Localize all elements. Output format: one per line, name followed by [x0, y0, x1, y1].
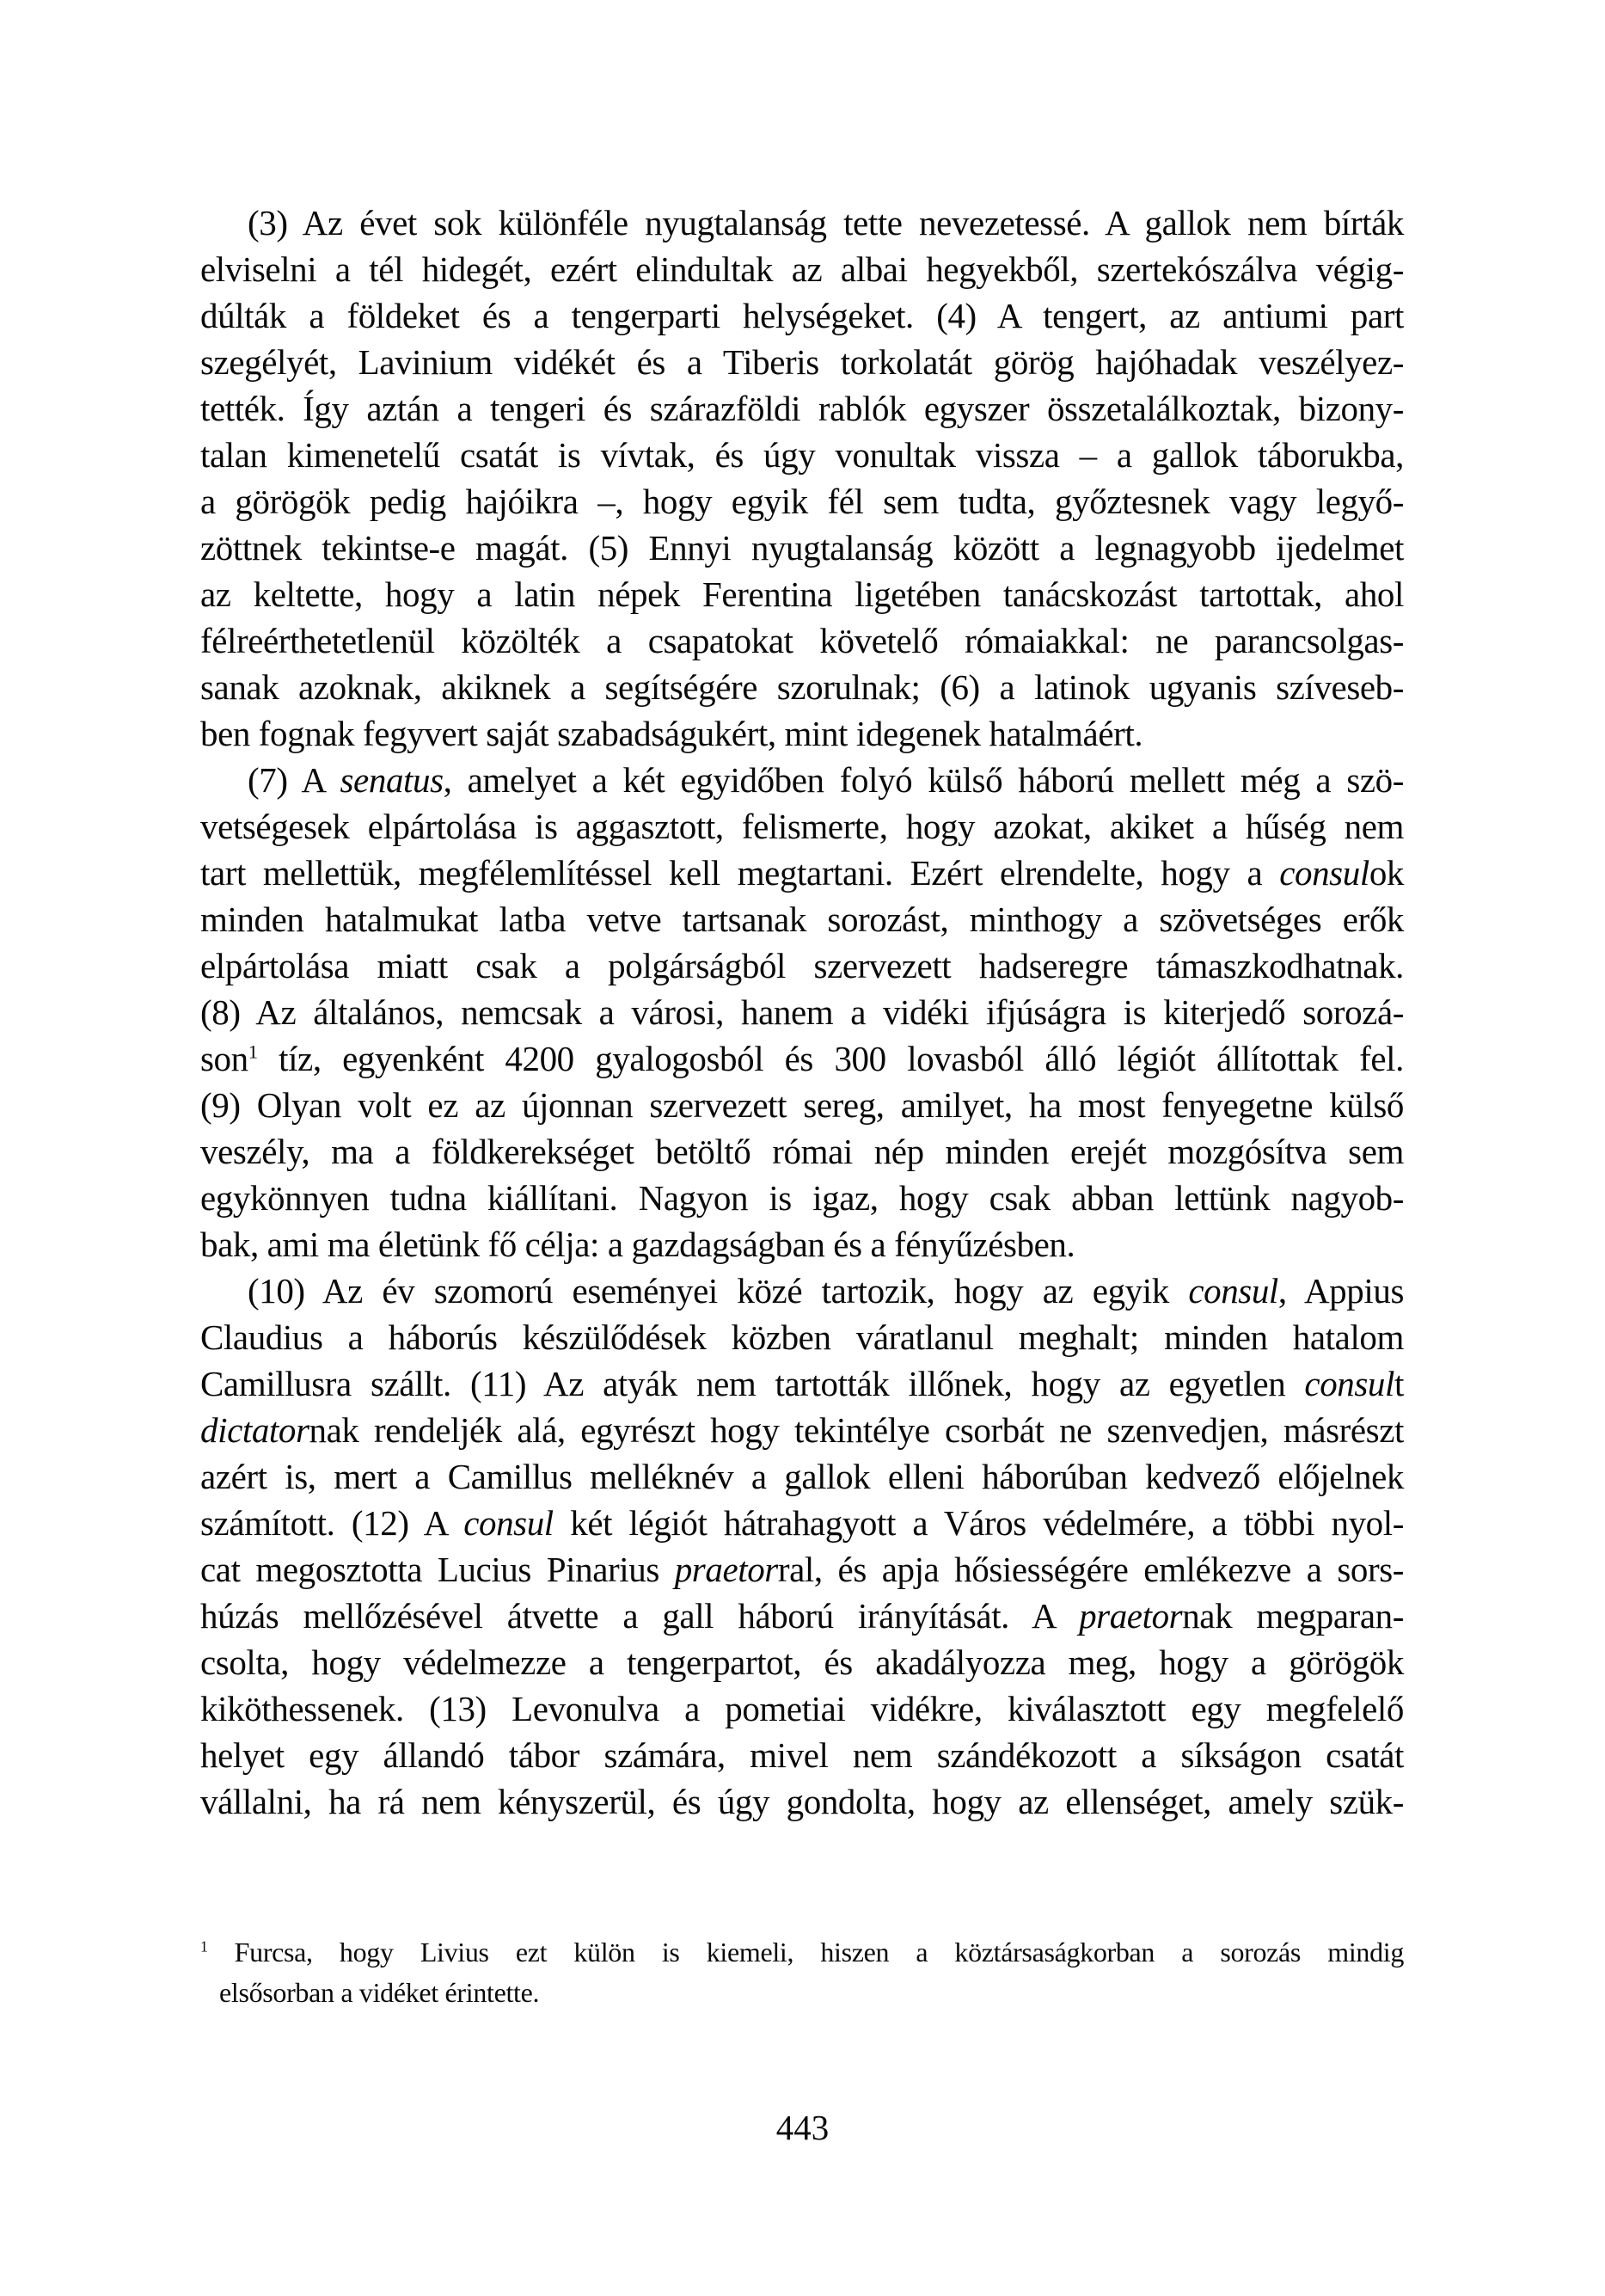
text-line: bak, ami ma életünk fő célja: a gazdagságban és a fényűzésben.: [200, 1225, 1075, 1264]
text-line: Camillusra szállt. (11) Az atyák nem tartották illőnek, hogy az egyetlen consult: [200, 1364, 1404, 1403]
text-line: minden hatalmukat latba vetve tartsanak sorozást, minthogy a szövetséges erők: [200, 899, 1404, 939]
text-line: zöttnek tekintse-e magát. (5) Ennyi nyugtalanság között a legnagyobb ijedelmet: [200, 528, 1404, 568]
text-line: kiköthessenek. (13) Levonulva a pometiai vidékre, kiválasztott egy megfelelő: [200, 1689, 1404, 1728]
text-line: csolta, hogy védelmezze a tengerpartot, és akadályozza meg, hogy a görögök: [200, 1642, 1404, 1682]
text-line: húzás mellőzésével átvette a gall háború irányítását. A praetornak megparan-: [200, 1596, 1404, 1636]
text-line: (8) Az általános, nemcsak a városi, hanem a vidéki ifjúságra is kiterjedő sorozá-: [200, 992, 1404, 1032]
text-line: son$^1$ tíz, egyenként 4200 gyalogosból és 300 lovasból álló légiót állítottak fel.: [200, 1039, 1404, 1078]
text-line: vállalni, ha rá nem kényszerül, és úgy gondolta, hogy az ellenséget, amely szük-: [200, 1782, 1404, 1821]
text-line: (7) A senatus, amelyet a két egyidőben folyó külső háború mellett még a szö-: [248, 760, 1404, 800]
text-line: szegélyét, Lavinium vidékét és a Tiberis torkolatát görög hajóhadak veszélyez-: [200, 342, 1404, 382]
text-line: számított. (12) A consul két légiót hátrahagyott a Város védelmére, a többi nyol-: [200, 1503, 1404, 1543]
page-number: 443: [775, 2108, 830, 2147]
text-line: vetségesek elpártolása is aggasztott, felismerte, hogy azokat, akiket a hűség nem: [200, 807, 1404, 846]
text-line: dúlták a földeket és a tengerparti helységeket. (4) A tengert, az antiumi part: [200, 296, 1404, 335]
footnote-marker: 1: [200, 1937, 208, 1955]
text-line: félreérthetetlenül közölték a csapatokat követelő rómaiakkal: ne parancsolgas-: [200, 621, 1404, 660]
text-line: azért is, mert a Camillus melléknév a gallok elleni háborúban kedvező előjelnek: [200, 1457, 1404, 1496]
text-line: (9) Olyan volt ez az újonnan szervezett sereg, amilyet, ha most fenyegetne külső: [200, 1085, 1404, 1125]
text-line: tették. Így aztán a tengeri és szárazföldi rablók egyszer összetalálkoztak, bizony-: [200, 389, 1404, 428]
footnote-line: $^1$ Furcsa, hogy Livius ezt külön is kiemeli, hiszen a köztársaságkorban a sorozás mindig: [200, 1937, 1404, 1968]
text-line: az keltette, hogy a latin népek Ferentina ligetében tanácskozást tartottak, ahol: [200, 574, 1404, 614]
text-line: Claudius a háborús készülődések közben váratlanul meghalt; minden hatalom: [200, 1317, 1404, 1357]
text-line: (10) Az év szomorú eseményei közé tartozik, hogy az egyik consul, Appius: [248, 1271, 1404, 1311]
text-line: sanak azoknak, akiknek a segítségére szorulnak; (6) a latinok ugyanis szíveseb-: [200, 667, 1404, 707]
main-text: [200, 200, 1404, 1825]
text-line: helyet egy állandó tábor számára, mivel nem szándékozott a síkságon csatát: [200, 1735, 1404, 1775]
text-line: (3) Az évet sok különféle nyugtalanság tette nevezetessé. A gallok nem bírták: [248, 203, 1404, 242]
text-line: egykönnyen tudna kiállítani. Nagyon is igaz, hogy csak abban lettünk nagyob-: [200, 1178, 1404, 1218]
footnote-text: [200, 1932, 1404, 2013]
footnote-line: elsősorban a vidéket érintette.: [219, 1977, 540, 2008]
text-line: tart mellettük, megfélemlítéssel kell megtartani. Ezért elrendelte, hogy a consulok: [200, 853, 1404, 893]
text-line: cat megosztotta Lucius Pinarius praetorral, és apja hősiességére emlékezve a sors-: [200, 1550, 1404, 1589]
text-line: elpártolása miatt csak a polgárságból szervezett hadseregre támaszkodhatnak.: [200, 946, 1404, 985]
text-line: dictatornak rendeljék alá, egyrészt hogy tekintélye csorbát ne szenvedjen, másrészt: [200, 1410, 1404, 1450]
text-line: ben fognak fegyvert saját szabadságukért, mint idegenek hatalmáért.: [200, 714, 1143, 753]
text-line: elviselni a tél hidegét, ezért elindultak az albai hegyekből, szertekószálva végig-: [200, 249, 1404, 289]
footnote: [200, 1932, 1404, 2013]
text-line: talan kimenetelű csatát is vívtak, és úgy vonultak vissza – a gallok táborukba,: [200, 435, 1404, 475]
text-line: a görögök pedig hajóikra –, hogy egyik fél sem tudta, győztesnek vagy legyő-: [200, 482, 1404, 521]
text-line: veszély, ma a földkerekséget betöltő római nép minden erejét mozgósítva sem: [200, 1132, 1404, 1171]
footnote-ref: 1: [248, 1041, 258, 1063]
